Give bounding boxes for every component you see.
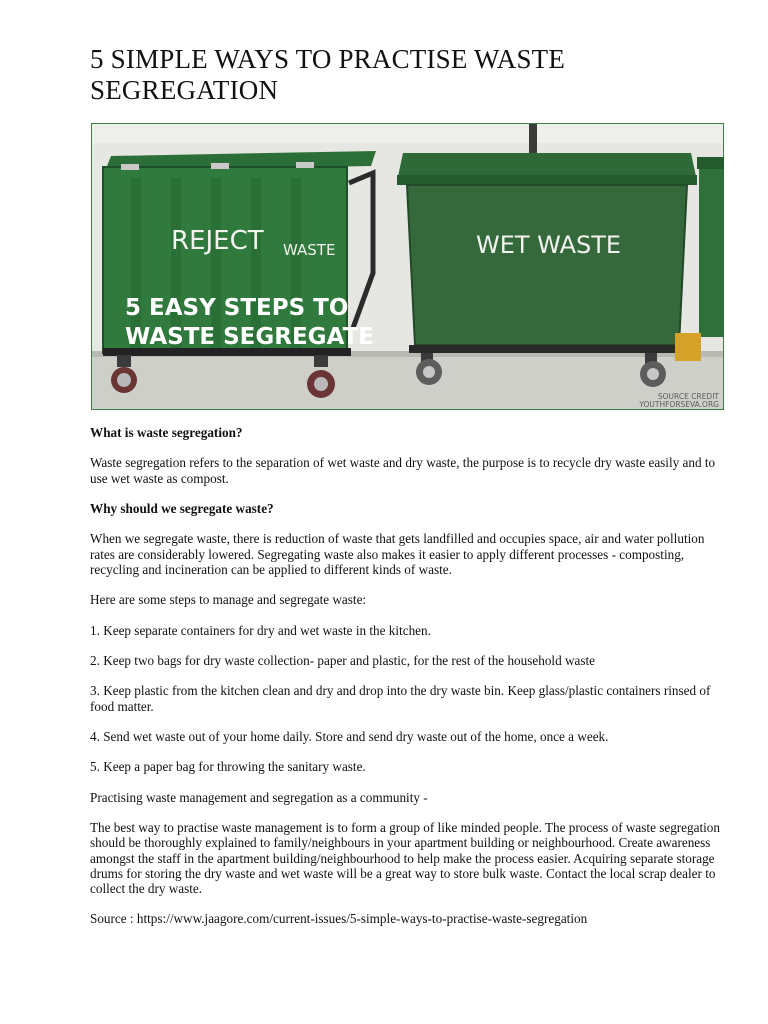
page-title: 5 SIMPLE WAYS TO PRACTISE WASTE SEGREGATION [90, 44, 566, 105]
steps-intro: Here are some steps to manage and segregate waste: [90, 592, 367, 608]
wet-waste-bin [397, 153, 697, 387]
paragraph-why: When we segregate waste, there is reduction of waste that gets landfilled and occupies space, air and water pollution rates are considerably lowered. Segregating waste also makes it easier to apply different processes - composting, recycling and incineration can be applied to different kinds of waste. [90, 531, 705, 577]
community-intro: Practising waste management and segregation as a community - [90, 789, 428, 805]
heading-what-is: What is waste segregation? [90, 425, 243, 440]
credit-line-2: YOUTHFORSEVA.ORG [639, 400, 719, 409]
source-line: Source : https://www.jaagore.com/current-issues/5-simple-ways-to-practise-waste-segregation [90, 911, 588, 927]
step-4: 4. Send wet waste out of your home daily. Store and send dry waste out of the home, once a week. [90, 728, 609, 744]
paragraph-definition: Waste segregation refers to the separation of wet waste and dry waste, the purpose is to recycle dry waste easily and to use wet waste as compost. [90, 455, 716, 486]
credit-line-1: SOURCE CREDIT [657, 392, 719, 401]
overlay-line-1: 5 EASY STEPS TO [125, 295, 349, 321]
waste-bins-photo [91, 123, 724, 410]
article-body [90, 425, 730, 942]
step-1: 1. Keep separate containers for dry and wet waste in the kitchen. [90, 622, 431, 638]
step-5: 5. Keep a paper bag for throwing the sanitary waste. [90, 759, 366, 775]
bin-label-waste: WASTE [283, 241, 336, 259]
community-paragraph: The best way to practise waste management is to form a group of like minded people. The process of waste segregation should be thoroughly explained to family/neighbours in your apartment building or neighbourhood. Create awareness amongst the staff in the apartment building/neighbourhood to help make the process easier. Acquiring separate storage drums for storing the dry waste and wet waste will be a great way to store bulk waste. Contact the local scrap dealer to collect the dry waste. [90, 820, 720, 896]
overlay-line-2: WASTE SEGREGATE [125, 324, 374, 350]
heading-why: Why should we segregate waste? [90, 500, 274, 516]
bin-label-wet-waste: WET WASTE [476, 231, 622, 259]
step-3: 3. Keep plastic from the kitchen clean and dry and drop into the dry waste bin. Keep glass/plastic containers rinsed of food matter. [90, 683, 711, 714]
step-2: 2. Keep two bags for dry waste collection- paper and plastic, for the rest of the household waste [90, 652, 595, 668]
bin-label-reject: REJECT [171, 226, 264, 256]
